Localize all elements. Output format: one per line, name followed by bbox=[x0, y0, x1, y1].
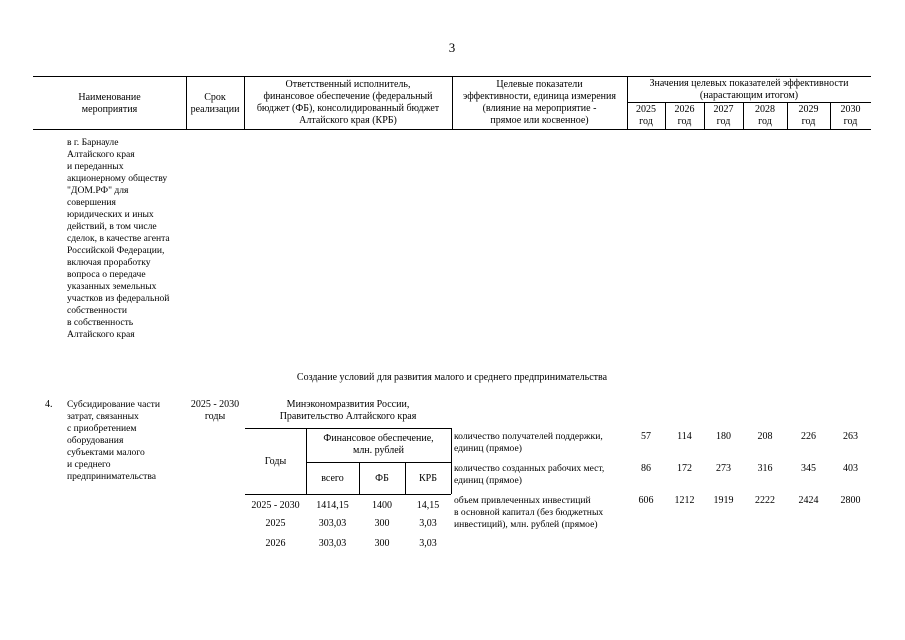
prev-row-line: "ДОМ.РФ" для bbox=[67, 185, 129, 196]
finance-col-fb: ФБ bbox=[375, 473, 389, 484]
measure-number: 4. bbox=[45, 399, 53, 410]
indicator-value: 226 bbox=[801, 431, 816, 442]
finance-col-total: всего bbox=[321, 473, 344, 484]
header-exec-line4: Алтайского края (КРБ) bbox=[299, 115, 397, 126]
header-target-line3: (влияние на мероприятие - bbox=[482, 103, 597, 114]
prev-row-line: и переданных bbox=[67, 161, 124, 172]
year-2029: 2029 bbox=[798, 104, 819, 115]
prev-row-line: в собственность bbox=[67, 317, 134, 328]
finance-row-year: 2025 - 2030 bbox=[251, 500, 300, 511]
prev-row-line: вопроса о передаче bbox=[67, 269, 146, 280]
indicator-value: 114 bbox=[677, 431, 692, 442]
finance-row-krb: 3,03 bbox=[419, 518, 437, 529]
indicator-text-line: в основной капитал (без бюджетных bbox=[454, 507, 604, 518]
measure-name-line: оборудования bbox=[67, 435, 124, 446]
measure-term-line: 2025 - 2030 bbox=[190, 399, 240, 410]
year-2027: 2027 bbox=[713, 104, 734, 115]
year-2026: 2026 bbox=[674, 104, 695, 115]
finance-row-year: 2026 bbox=[265, 538, 286, 549]
header-term-line2: реализации bbox=[190, 104, 240, 115]
indicator-value: 316 bbox=[757, 463, 773, 474]
year-word: год bbox=[716, 116, 731, 127]
indicator-value: 180 bbox=[716, 431, 731, 442]
header-target-line1: Целевые показатели bbox=[496, 79, 583, 90]
indicator-value: 172 bbox=[677, 463, 692, 474]
year-word: год bbox=[758, 116, 772, 127]
header-term-line1: Срок bbox=[204, 92, 226, 103]
prev-row-line: юридических и иных bbox=[67, 209, 154, 220]
year-word: год bbox=[639, 116, 653, 127]
indicator-value: 57 bbox=[641, 431, 651, 442]
indicator-text-line: объем привлеченных инвестиций bbox=[454, 495, 591, 506]
indicator-text-line: количество созданных рабочих мест, bbox=[454, 463, 605, 474]
header-target-line2: эффективности, единица измерения bbox=[463, 91, 616, 102]
indicator-value: 86 bbox=[641, 463, 651, 474]
indicator-text-line: единиц (прямое) bbox=[454, 475, 522, 486]
finance-row-krb: 3,03 bbox=[419, 538, 437, 549]
header-values-line1: Значения целевых показателей эффективности bbox=[649, 78, 849, 89]
finance-header-line: Финансовое обеспечение, bbox=[323, 433, 434, 444]
header-exec-line3: бюджет (ФБ), консолидированный бюджет bbox=[256, 103, 440, 114]
year-2030: 2030 bbox=[840, 104, 861, 115]
year-2028: 2028 bbox=[755, 104, 775, 115]
measure-name-line: и среднего bbox=[67, 459, 111, 470]
prev-row-line: действий, в том числе bbox=[67, 221, 157, 232]
indicator-value: 1919 bbox=[713, 495, 734, 506]
prev-row-line: Алтайского края bbox=[67, 329, 135, 340]
prev-row-line: включая проработку bbox=[67, 257, 151, 268]
prev-row-line: собственности bbox=[67, 305, 128, 316]
indicator-value: 208 bbox=[757, 431, 773, 442]
prev-row-line: участков из федеральной bbox=[67, 293, 170, 304]
finance-row-fb: 300 bbox=[374, 538, 390, 549]
finance-row-fb: 300 bbox=[374, 518, 390, 529]
section-title: Создание условий для развития малого и среднего предпринимательства bbox=[296, 372, 608, 383]
finance-row-fb: 1400 bbox=[372, 500, 392, 511]
indicator-value: 273 bbox=[716, 463, 731, 474]
year-word: год bbox=[677, 116, 692, 127]
indicator-text-line: инвестиций), млн. рублей (прямое) bbox=[454, 519, 598, 530]
finance-row-total: 303,03 bbox=[318, 518, 347, 529]
prev-row-line: указанных земельных bbox=[67, 281, 157, 292]
header-values-line2: (нарастающим итогом) bbox=[699, 90, 799, 101]
prev-row-line: Алтайского края bbox=[67, 149, 135, 160]
header-name-line2: мероприятия bbox=[81, 104, 138, 115]
page-number: 3 bbox=[448, 40, 456, 55]
finance-sub-divider bbox=[306, 462, 451, 463]
year-word: год bbox=[843, 116, 858, 127]
indicator-text-line: количество получателей поддержки, bbox=[454, 431, 603, 442]
year-2025: 2025 bbox=[636, 104, 656, 115]
finance-years-header: Годы bbox=[264, 456, 287, 467]
finance-header-bottom bbox=[245, 494, 451, 495]
finance-row-total: 1414,15 bbox=[316, 500, 349, 511]
measure-term-line: годы bbox=[204, 411, 226, 422]
indicator-value: 345 bbox=[801, 463, 816, 474]
indicator-value: 2222 bbox=[755, 495, 775, 506]
header-exec-line1: Ответственный исполнитель, bbox=[285, 79, 411, 90]
indicator-value: 263 bbox=[843, 431, 858, 442]
indicator-value: 606 bbox=[638, 495, 654, 506]
measure-name-line: Субсидирование части bbox=[67, 399, 160, 410]
indicator-value: 403 bbox=[843, 463, 858, 474]
finance-row-total: 303,03 bbox=[318, 538, 347, 549]
measure-name-line: предпринимательства bbox=[67, 471, 157, 482]
measure-name-line: субъектами малого bbox=[67, 447, 145, 458]
header-years-divider bbox=[627, 102, 871, 103]
measure-executor-line: Правительство Алтайского края bbox=[279, 411, 417, 422]
prev-row-line: акционерному обществу bbox=[67, 173, 168, 184]
prev-row-line: в г. Барнауле bbox=[67, 137, 119, 148]
measure-name-line: с приобретением bbox=[67, 423, 137, 434]
indicator-value: 2424 bbox=[798, 495, 819, 506]
measure-executor-line: Минэкономразвития России, bbox=[286, 399, 410, 410]
header-bottom-border bbox=[33, 129, 871, 130]
header-target-line4: прямое или косвенное) bbox=[490, 115, 589, 126]
finance-header-line: млн. рублей bbox=[352, 445, 405, 456]
indicator-text-line: единиц (прямое) bbox=[454, 443, 522, 454]
finance-top-border bbox=[245, 428, 451, 429]
prev-row-line: совершения bbox=[67, 197, 116, 208]
indicator-value: 1212 bbox=[674, 495, 695, 506]
prev-row-line: Российской Федерации, bbox=[67, 245, 165, 256]
prev-row-line: сделок, в качестве агента bbox=[67, 233, 170, 244]
indicator-value: 2800 bbox=[840, 495, 861, 506]
finance-col-krb: КРБ bbox=[419, 473, 437, 484]
finance-row-krb: 14,15 bbox=[416, 500, 440, 511]
finance-row-year: 2025 bbox=[265, 518, 286, 529]
finance-col-sep bbox=[451, 428, 452, 494]
year-word: год bbox=[801, 116, 816, 127]
header-name-line1: Наименование bbox=[78, 92, 141, 103]
measure-name-line: затрат, связанных bbox=[67, 411, 139, 422]
header-exec-line2: финансовое обеспечение (федеральный bbox=[263, 91, 433, 102]
